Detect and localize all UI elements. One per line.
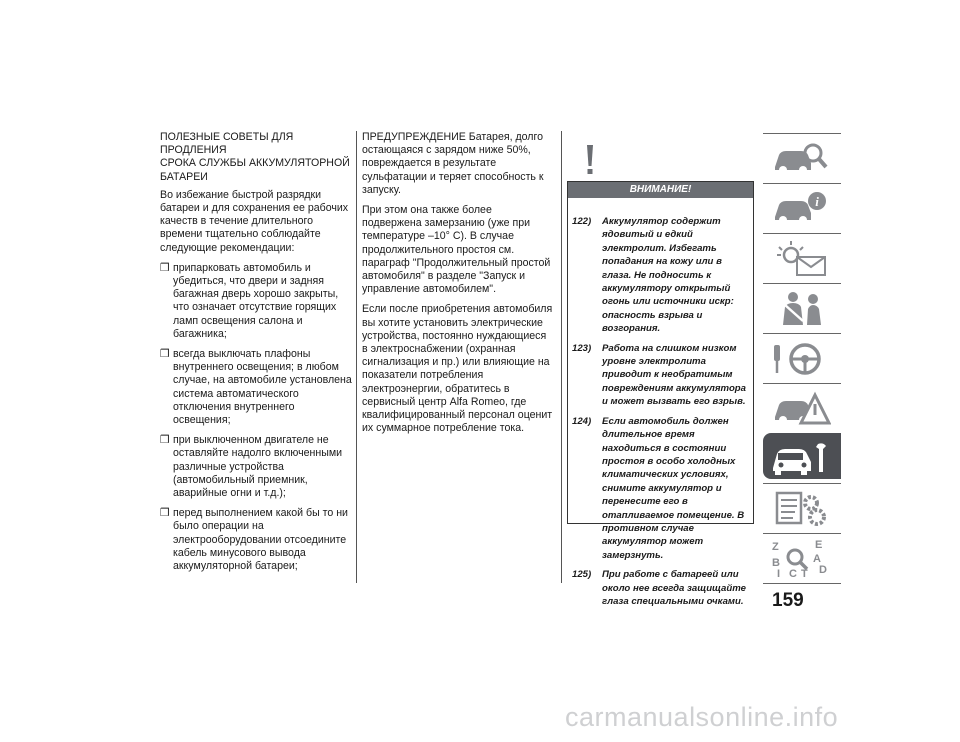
seat-belt-person-icon <box>769 289 831 327</box>
steering-wheel-icon <box>769 339 831 377</box>
tab-safety-info[interactable] <box>763 183 841 229</box>
car-wrench-icon <box>769 438 831 476</box>
tab-emergency[interactable] <box>763 383 841 429</box>
checkbox-bullet-icon: ❒ <box>160 348 170 361</box>
warning-list <box>572 215 749 614</box>
svg-text:C: C <box>789 568 797 577</box>
warning-item: 122) Аккумулятор содержит ядовитый и едкий электролит. Избегать попадания на кожу или в глаза. Не подносить к аккумулятору открытый огонь или источники искр: опасность взрыва и возгорания. <box>572 216 734 335</box>
car-info-icon <box>769 189 831 227</box>
svg-text:Z: Z <box>772 541 779 553</box>
checkbox-bullet-icon: ❒ <box>160 261 170 274</box>
page-number: 159 <box>772 590 804 611</box>
warning-item: 123) Работа на слишком низком уровне электролита приводит к необратимым повреждениям аккумулятора и может вызвать его взрыв. <box>572 342 747 408</box>
svg-text:i: i <box>815 194 819 209</box>
tab-starting-driving[interactable] <box>763 333 841 379</box>
warning-light-message-icon <box>769 239 831 277</box>
paragraph: При этом она также более подвержена замерзанию (уже при температуре –10° C). В случае продолжительного простоя см. параграф "Продолжительный простой автомобиля" в разделе "Запуск и управление автомобилем". <box>362 204 551 296</box>
car-warning-triangle-icon <box>769 389 831 427</box>
tab-warning-lights[interactable] <box>763 233 841 279</box>
svg-text:I: I <box>777 568 781 577</box>
tab-maintenance[interactable] <box>763 433 841 479</box>
tab-index[interactable] <box>763 533 841 579</box>
column-divider <box>356 131 357 583</box>
tab-bottom-divider <box>763 583 841 584</box>
list-item: ❒ перед выполнением какой бы то ни было операции на электрооборудовании отсоедините кабель минусового вывода аккумуляторной батареи; <box>160 507 348 573</box>
section-heading: ПОЛЕЗНЫЕ СОВЕТЫ ДЛЯ ПРОДЛЕНИЯ СРОКА СЛУЖБЫ АККУМУЛЯТОРНОЙ БАТАРЕИ <box>160 131 350 183</box>
warning-item: 124) Если автомобиль должен длительное время находиться в состоянии простоя в особо холодных климатических условиях, снимите аккумулятор и перенесите его в отапливаемое помещение. В противном случае аккумулятор может замерзнуть. <box>572 415 745 561</box>
svg-text:D: D <box>819 564 827 576</box>
tab-car-dashboard[interactable] <box>763 133 841 179</box>
list-item: ❒ при выключенном двигателе не оставляйте надолго включенными различные устройства (автомобильный приемник, аварийные огни и т.д.); <box>160 434 343 500</box>
column-divider <box>561 131 562 583</box>
svg-text:T: T <box>801 568 808 577</box>
svg-text:B: B <box>772 557 780 569</box>
list-item: ❒ припарковать автомобиль и убедиться, что двери и задняя багажная дверь хорошо закрыты, что означает отсутствие горящих ламп освещения салона и багажника; <box>160 261 339 340</box>
warning-title: ВНИМАНИЕ! <box>568 182 753 198</box>
tab-safety[interactable] <box>763 283 841 329</box>
warning-paragraph: ПРЕДУПРЕЖДЕНИЕ Батарея, долго остающаяся с зарядом ниже 50%, повреждается в результате сульфатации и теряет способность к запуску. <box>362 131 544 196</box>
list-item: ❒ всегда выключать плафоны внутреннего освещения; в любом случае, на автомобиле установлена система автоматического отключения внутреннего освещения; <box>160 348 352 427</box>
watermark: carmanualsonline.info <box>565 702 839 732</box>
warning-box <box>567 181 754 607</box>
document-gears-icon <box>769 489 831 527</box>
checkbox-bullet-icon: ❒ <box>160 434 170 447</box>
checkbox-bullet-icon: ❒ <box>160 507 170 520</box>
svg-text:A: A <box>813 553 821 565</box>
paragraph: Если после приобретения автомобиля вы хотите установить электрические устройства, постоянно нуждающиеся в электроснабжении (охранная сигнализация и пр.) или влияющие на показатели потребления электроэнергии, обратитесь в сервисный центр Alfa Romeo, где квалифицированный персонал оценит их суммарное потребление тока. <box>362 303 553 435</box>
intro-paragraph: Во избежание быстрой разрядки батареи и для сохранения ее рабочих качеств в течение длительного времени тщательно соблюдайте следующие рекомендации: <box>160 188 349 254</box>
alphabet-magnifier-icon <box>769 539 831 577</box>
exclamation-warning-icon <box>578 144 602 178</box>
svg-text:E: E <box>815 539 823 551</box>
car-magnifier-icon <box>769 139 831 177</box>
warning-item: 125) При работе с батареей или около нее всегда защищайте глаза специальными очками. <box>572 569 746 607</box>
column-middle <box>362 131 554 442</box>
column-left <box>160 131 352 580</box>
tab-technical-data[interactable] <box>763 483 841 529</box>
